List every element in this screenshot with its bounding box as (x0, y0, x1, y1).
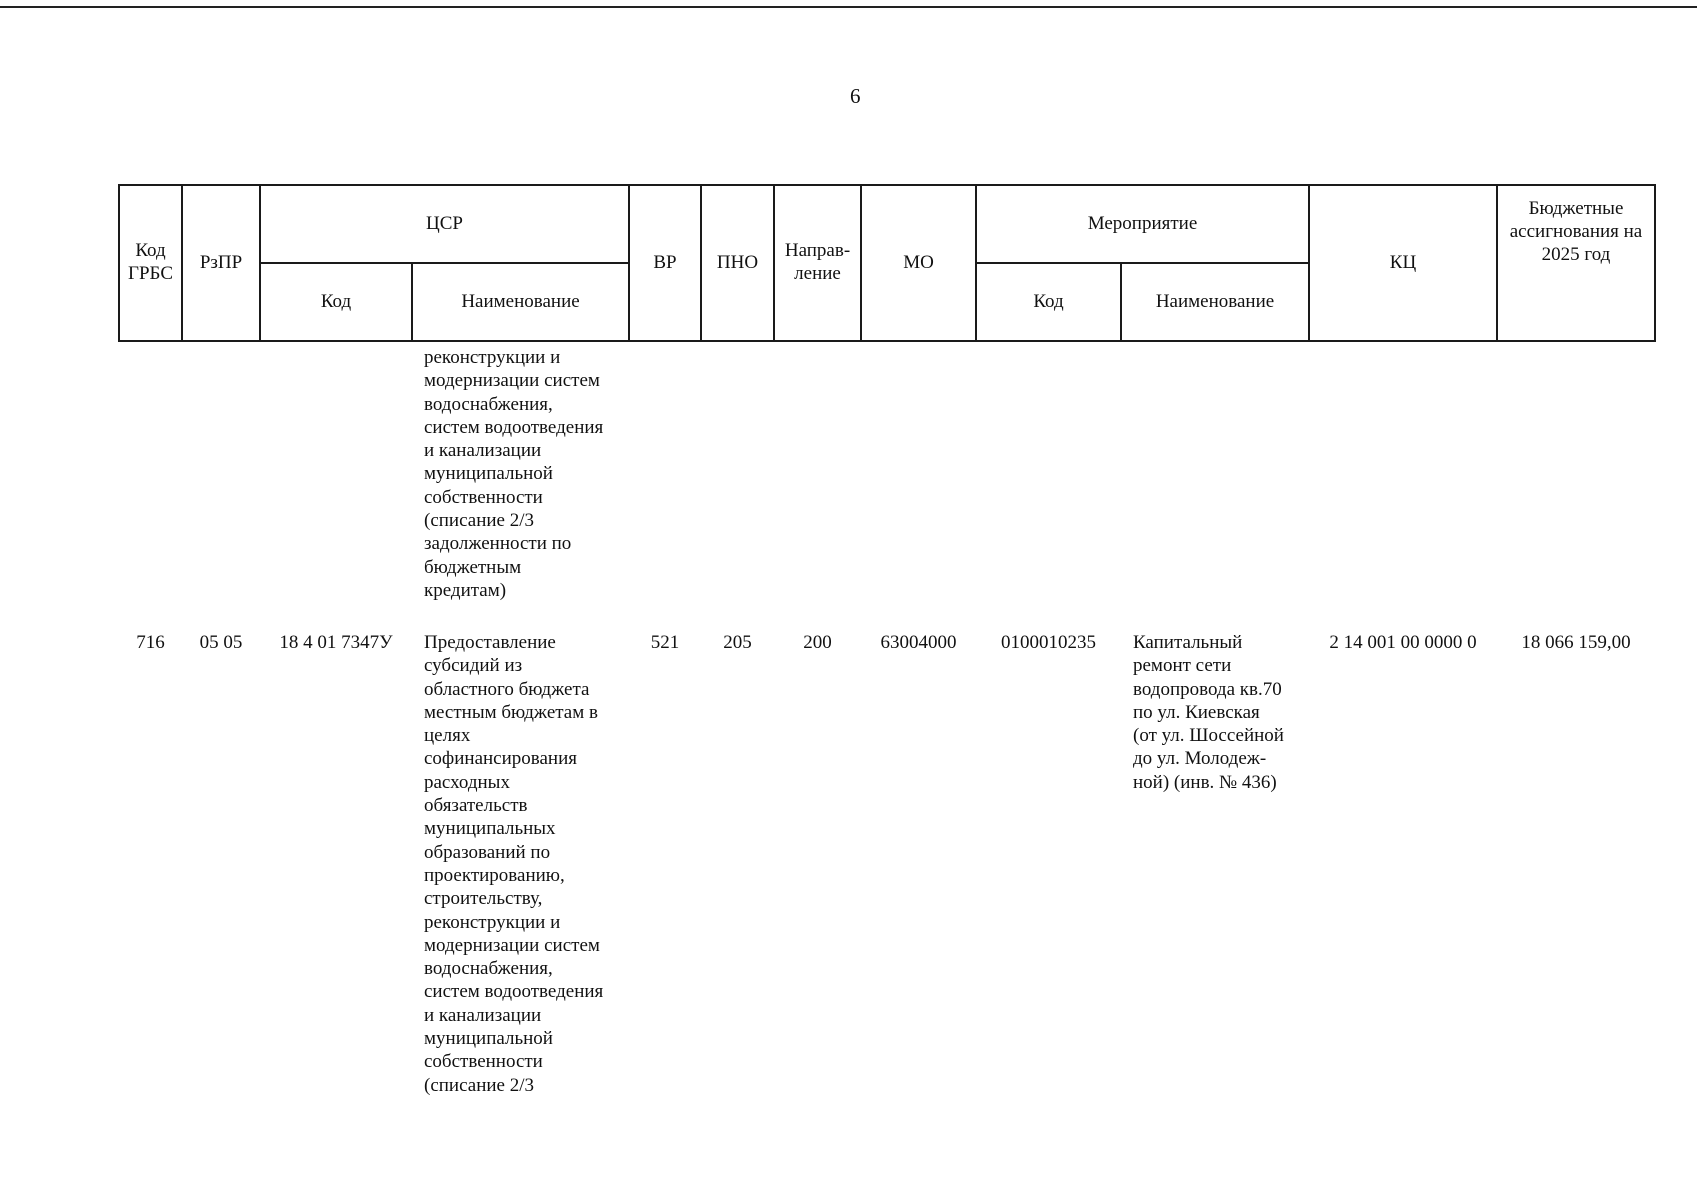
cell-csr-kod: 18 4 01 7347У (279, 632, 393, 653)
header-meropriyatie: Мероприятие (976, 185, 1309, 263)
table-row-continued (119, 341, 1655, 605)
header-pno: ПНО (701, 185, 774, 341)
header-merop-kod: Код (976, 263, 1121, 341)
cell-pno: 205 (723, 632, 752, 653)
header-row-top (119, 185, 1655, 263)
cell-csr-name-continued: реконструкции и модернизации систем водоснабжения, систем водоотведения и канализации муниципальной собственности (списание 2/3 задолженности по бюджетным кредитам) (424, 347, 604, 601)
cell-napravlenie: 200 (803, 632, 832, 653)
header-napravlenie: Направ- ление (774, 185, 861, 341)
header-merop-name: Наименование (1121, 263, 1309, 341)
cell-mo: 63004000 (880, 632, 957, 653)
header-mo: МО (861, 185, 976, 341)
cell-csr-name: Предоставление субсидий из областного бюджета местным бюджетам в целях софинансирования расходных обязательств муниципальных образований по проектированию, строительству, реконструкции и модернизации систем водоснабжения, систем водоотведения и канализации муниципальной собственности (списание 2/3 (424, 632, 604, 1096)
budget-table (118, 184, 1656, 1135)
header-csr: ЦСР (260, 185, 629, 263)
header-kod-grbs: Код ГРБС (119, 185, 182, 341)
cell-merop-kod: 0100010235 (1001, 632, 1096, 653)
cell-vr: 521 (650, 632, 680, 653)
header-csr-kod: Код (260, 263, 412, 341)
top-rule (0, 6, 1697, 8)
cell-rzpr: 05 05 (199, 632, 243, 653)
page-number: 6 (850, 84, 861, 108)
header-vr: ВР (629, 185, 701, 341)
cell-merop-name: Капитальный ремонт сети водопровода кв.70 по ул. Киевская (от ул. Шоссейной до ул. Молодеж- ной) (инв. № 436) (1133, 632, 1284, 793)
cell-kod-grbs: 716 (136, 632, 165, 653)
header-kc: КЦ (1309, 185, 1497, 341)
table-row (119, 605, 1655, 1135)
header-csr-name: Наименование (412, 263, 629, 341)
cell-budget: 18 066 159,00 (1521, 632, 1631, 653)
header-budget: Бюджетные ассигнования на 2025 год (1497, 185, 1655, 341)
cell-kc: 2 14 001 00 0000 0 (1329, 632, 1477, 653)
header-rzpr: РзПР (182, 185, 260, 341)
